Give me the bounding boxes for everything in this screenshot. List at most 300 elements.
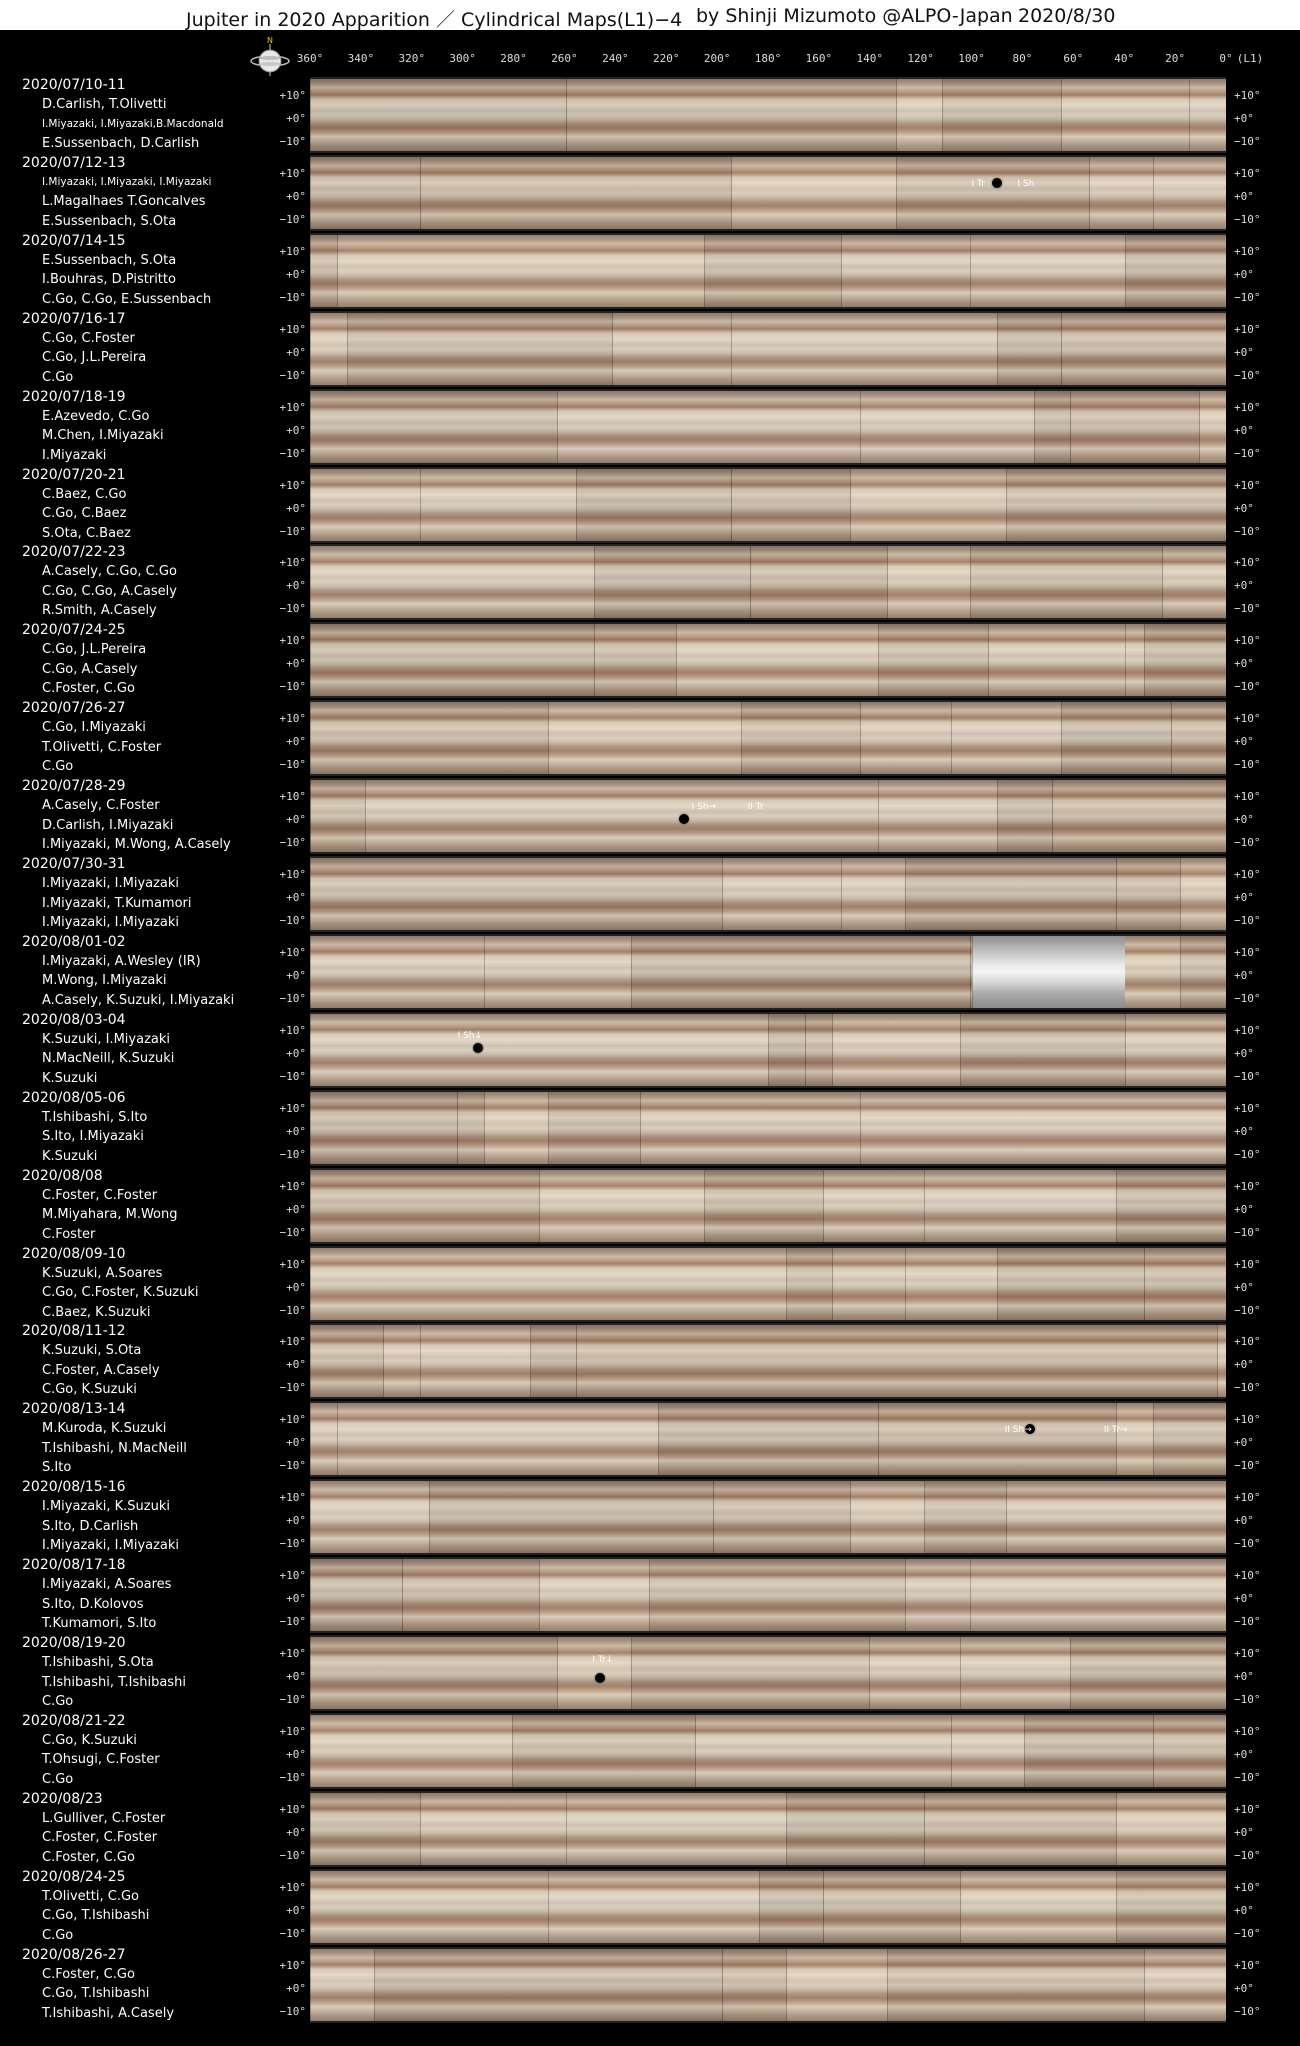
observation-date: 2020/08/15-16: [22, 1479, 126, 1496]
image-segment: [310, 1014, 769, 1086]
observer-names: T.Olivetti, C.Foster: [42, 739, 162, 755]
latitude-label-left: −10°: [279, 1381, 306, 1395]
observer-names: D.Carlish, T.Olivetti: [42, 97, 167, 112]
observer-names: C.Foster, A.Casely: [42, 1362, 160, 1378]
latitude-label-right: +10°: [1234, 634, 1261, 648]
latitude-label-right: +0°: [1234, 267, 1254, 281]
observer-names: I.Miyazaki, M.Wong, A.Casely: [42, 837, 231, 853]
image-segment: [997, 1248, 1145, 1320]
longitude-tick-label: 320°: [398, 52, 426, 65]
image-segment: [310, 1559, 403, 1631]
latitude-label-left: +10°: [279, 868, 306, 881]
map-row: [0, 1711, 1300, 1789]
observer-names: K.Suzuki, I.Miyazaki: [42, 1031, 171, 1047]
latitude-label-left: +10°: [279, 1257, 306, 1271]
observer-names: C.Foster, C.Go: [42, 1966, 135, 1982]
latitude-label-left: −10°: [279, 290, 306, 304]
image-segment: [658, 1403, 879, 1475]
cylindrical-map-strip: [310, 1090, 1226, 1166]
observer-names: I.Miyazaki, I.Miyazaki, I.Miyazaki: [42, 175, 212, 188]
image-segment: [310, 1871, 549, 1943]
latitude-label-left: −10°: [279, 836, 306, 850]
image-segment: [310, 1170, 540, 1242]
image-segment: [310, 1949, 375, 2021]
image-segment: [1153, 1715, 1226, 1787]
cylindrical-map-strip: [310, 155, 1226, 231]
observer-names: K.Suzuki, S.Ota: [42, 1343, 142, 1359]
latitude-label-right: +10°: [1234, 1335, 1261, 1349]
image-segment: [612, 313, 732, 385]
image-segment: [310, 157, 421, 229]
observation-date: 2020/08/23: [22, 1790, 103, 1807]
latitude-label-left: −10°: [279, 1459, 306, 1473]
image-segment: [631, 936, 971, 1008]
latitude-label-right: +10°: [1234, 244, 1261, 258]
latitude-label-right: +0°: [1234, 112, 1254, 125]
image-segment: [832, 1014, 961, 1086]
observer-names: C.Baez, C.Go: [42, 486, 127, 502]
image-segment: [704, 1170, 824, 1242]
latitude-label-right: −10°: [1234, 991, 1261, 1005]
latitude-label-right: +10°: [1234, 556, 1261, 570]
moon-shadow-spot: [473, 1043, 483, 1053]
image-segment: [1006, 1481, 1226, 1553]
image-segment: [997, 780, 1053, 852]
latitude-label-left: +0°: [286, 1436, 306, 1450]
observer-names: N.MacNeill, K.Suzuki: [42, 1051, 175, 1067]
satellite-event-label: I Sh→: [691, 801, 717, 812]
map-row: [0, 231, 1300, 309]
image-segment: [347, 313, 614, 385]
image-segment: [539, 1559, 650, 1631]
image-segment: [310, 780, 366, 852]
latitude-label-left: +0°: [286, 1747, 306, 1761]
observer-names: D.Carlish, I.Miyazaki: [42, 817, 174, 833]
image-segment: [1006, 469, 1226, 541]
latitude-label-left: +10°: [279, 1880, 306, 1894]
latitude-label-right: −10°: [1234, 1147, 1261, 1161]
cylindrical-map-strip: [310, 1479, 1226, 1555]
latitude-label-left: −10°: [279, 1069, 306, 1083]
latitude-label-right: +10°: [1234, 1880, 1261, 1894]
latitude-label-left: +10°: [279, 1335, 306, 1349]
latitude-label-right: −10°: [1234, 1693, 1261, 1706]
image-segment: [823, 1170, 925, 1242]
image-segment: [576, 469, 733, 541]
latitude-label-left: +0°: [286, 1981, 306, 1995]
latitude-label-right: −10°: [1234, 290, 1261, 304]
image-segment: [566, 79, 897, 151]
image-segment: [997, 313, 1062, 385]
observer-names: C.Foster, C.Go: [42, 681, 135, 697]
latitude-label-left: −10°: [279, 914, 306, 927]
compile-date: 2020/8/30: [1018, 5, 1116, 27]
cylindrical-map-strip: [310, 1713, 1226, 1789]
observer-names: C.Go, T.Ishibashi: [42, 1908, 150, 1924]
image-segment: [1217, 1325, 1226, 1397]
observation-date: 2020/07/22-23: [22, 544, 126, 561]
latitude-label-left: −10°: [279, 2004, 306, 2018]
image-segment: [310, 936, 485, 1008]
latitude-label-right: −10°: [1234, 1303, 1261, 1317]
latitude-label-left: +10°: [279, 1101, 306, 1115]
latitude-label-right: +0°: [1234, 813, 1254, 827]
observer-names: S.Ito, I.Miyazaki: [42, 1129, 144, 1145]
map-row: [0, 620, 1300, 698]
latitude-label-right: +10°: [1234, 1101, 1261, 1115]
observer-names: I.Miyazaki, A.Soares: [42, 1577, 172, 1593]
latitude-label-left: −10°: [279, 602, 306, 616]
cylindrical-map-strip: [310, 311, 1226, 387]
observer-names: C.Foster, C.Foster: [42, 1830, 158, 1846]
image-segment: [988, 624, 1126, 696]
observer-names: C.Go, A.Casely: [42, 661, 138, 677]
observer-names: I.Miyazaki, A.Wesley (IR): [42, 953, 201, 969]
latitude-label-left: +0°: [286, 657, 306, 671]
map-row: [0, 1166, 1300, 1244]
image-segment: [878, 1403, 1117, 1475]
image-segment: [530, 1325, 577, 1397]
observer-names: M.Wong, I.Miyazaki: [42, 973, 167, 989]
satellite-event-label: I Sh: [1017, 178, 1035, 189]
latitude-label-right: −10°: [1234, 135, 1261, 148]
observer-names: M.Chen, I.Miyazaki: [42, 428, 164, 444]
observation-date: 2020/07/20-21: [22, 466, 126, 483]
image-segment: [310, 1481, 430, 1553]
observer-names: C.Foster, C.Go: [42, 1849, 135, 1865]
image-segment: [1144, 1949, 1226, 2021]
image-segment: [402, 1559, 540, 1631]
image-segment: [1180, 936, 1226, 1008]
map-row: [0, 542, 1300, 620]
observer-names: I.Bouhras, D.Pistritto: [42, 272, 176, 288]
image-segment: [896, 157, 1089, 229]
observer-names: R.Smith, A.Casely: [42, 603, 157, 619]
latitude-label-left: +10°: [279, 1023, 306, 1037]
map-row: [0, 1789, 1300, 1867]
observer-names: C.Foster, C.Foster: [42, 1187, 158, 1203]
latitude-label-right: −10°: [1234, 1848, 1261, 1862]
image-segment: [594, 546, 751, 618]
latitude-label-right: −10°: [1234, 602, 1261, 616]
image-segment: [1070, 1637, 1226, 1709]
longitude-tick-label: 220°: [652, 52, 680, 65]
cylindrical-map-strip: [310, 856, 1226, 932]
image-segment: [1116, 1170, 1226, 1242]
latitude-label-left: −10°: [279, 212, 306, 226]
image-segment: [1024, 1715, 1153, 1787]
map-row: [0, 309, 1300, 387]
latitude-label-right: +10°: [1234, 1958, 1261, 1972]
cylindrical-map-strip: [310, 1869, 1226, 1945]
latitude-label-left: −10°: [279, 368, 306, 382]
image-segment: [869, 1637, 962, 1709]
latitude-label-left: +0°: [286, 1903, 306, 1917]
image-segment: [1061, 79, 1190, 151]
image-segment: [457, 1092, 485, 1164]
observer-names: T.Kumamori, S.Ito: [42, 1616, 157, 1632]
latitude-label-right: +10°: [1234, 166, 1261, 180]
latitude-label-left: +0°: [286, 1670, 306, 1683]
image-segment: [374, 1949, 723, 2021]
observer-names: I.Miyazaki, K.Suzuki: [42, 1499, 171, 1515]
observer-names: T.Ishibashi, N.MacNeill: [42, 1440, 187, 1456]
observer-names: I.Miyazaki, I.Miyazaki: [42, 876, 180, 891]
image-segment: [695, 1715, 952, 1787]
image-segment: [887, 1949, 1144, 2021]
observer-names: C.Go, C.Foster: [42, 330, 135, 346]
moon-shadow-spot: [992, 178, 1002, 188]
latitude-label-left: −10°: [279, 1926, 306, 1940]
observer-names: C.Go, C.Go, A.Casely: [42, 583, 177, 599]
latitude-label-left: +10°: [279, 1647, 306, 1660]
image-segment: [484, 1092, 549, 1164]
latitude-label-right: +10°: [1234, 868, 1261, 881]
satellite-event-label: I Tr↓: [592, 1655, 614, 1666]
map-row: [0, 153, 1300, 231]
image-segment: [576, 1325, 1218, 1397]
latitude-label-right: +10°: [1234, 1802, 1261, 1816]
cylindrical-map-strip: [310, 544, 1226, 620]
latitude-label-right: +0°: [1234, 579, 1254, 593]
image-segment: [704, 235, 842, 307]
image-segment: [429, 1481, 714, 1553]
observation-date: 2020/08/21-22: [22, 1712, 126, 1729]
latitude-label-right: −10°: [1234, 1615, 1261, 1629]
image-segment: [310, 1325, 384, 1397]
image-segment: [512, 1715, 696, 1787]
latitude-label-right: −10°: [1234, 1459, 1261, 1473]
latitude-label-right: −10°: [1234, 680, 1261, 694]
latitude-label-right: −10°: [1234, 524, 1261, 538]
observation-date: 2020/07/16-17: [22, 310, 126, 327]
observer-names: L.Gulliver, C.Foster: [42, 1810, 166, 1826]
image-segment: [631, 1637, 870, 1709]
latitude-label-left: +0°: [286, 1514, 306, 1528]
observation-date: 2020/08/01-02: [22, 933, 126, 950]
longitude-tick-label: 340°: [347, 52, 375, 65]
latitude-label-left: +0°: [286, 112, 306, 125]
cylindrical-map-strip: [310, 1635, 1226, 1711]
observer-names: C.Go, I.Miyazaki: [42, 720, 146, 736]
latitude-label-right: +10°: [1234, 1257, 1261, 1271]
image-segment: [310, 1637, 558, 1709]
image-segment: [1052, 780, 1226, 852]
observation-date: 2020/08/09-10: [22, 1245, 126, 1262]
latitude-label-right: +0°: [1234, 1903, 1254, 1917]
map-row: [0, 75, 1300, 153]
image-segment: [850, 1481, 924, 1553]
latitude-label-right: +0°: [1234, 891, 1254, 904]
latitude-label-right: −10°: [1234, 1926, 1261, 1940]
longitude-tick-label: 160°: [805, 52, 833, 65]
map-row: [0, 1088, 1300, 1166]
observation-date: 2020/08/17-18: [22, 1557, 126, 1574]
observer-names: C.Go: [42, 759, 74, 775]
latitude-label-left: +10°: [279, 1724, 306, 1738]
observer-names: C.Go: [42, 1694, 74, 1709]
latitude-label-left: +0°: [286, 1358, 306, 1372]
latitude-label-left: +10°: [279, 400, 306, 414]
longitude-tick-label: 20°: [1165, 52, 1186, 65]
observation-date: 2020/08/26-27: [22, 1946, 126, 1963]
latitude-label-left: +0°: [286, 891, 306, 904]
latitude-label-left: +0°: [286, 735, 306, 749]
observer-names: I.Miyazaki, I.Miyazaki: [42, 915, 180, 930]
latitude-label-left: +10°: [279, 790, 306, 804]
latitude-label-right: −10°: [1234, 1225, 1261, 1239]
cylindrical-map-strip: [310, 1557, 1226, 1633]
observer-names: L.Magalhaes T.Goncalves: [42, 194, 206, 210]
observer-names: S.Ito: [42, 1460, 72, 1476]
observer-names: E.Sussenbach, S.Ota: [42, 213, 177, 229]
latitude-label-left: +0°: [286, 1202, 306, 1216]
image-segment: [649, 1559, 906, 1631]
latitude-label-left: +10°: [279, 244, 306, 258]
longitude-tick-label: 300°: [449, 52, 476, 65]
map-row: [0, 1633, 1300, 1711]
latitude-label-left: −10°: [279, 446, 306, 460]
observer-names: S.Ota, C.Baez: [42, 525, 131, 541]
latitude-label-left: +10°: [279, 89, 306, 102]
latitude-label-left: +10°: [279, 712, 306, 726]
latitude-label-left: −10°: [279, 680, 306, 694]
latitude-label-left: +10°: [279, 1569, 306, 1583]
image-segment: [841, 235, 970, 307]
image-segment: [310, 1092, 458, 1164]
latitude-label-right: −10°: [1234, 2004, 1261, 2018]
latitude-label-right: +0°: [1234, 1358, 1254, 1372]
observation-date: 2020/07/30-31: [22, 856, 126, 872]
image-segment: [1116, 1793, 1226, 1865]
image-segment: [860, 702, 953, 774]
observer-names: E.Sussenbach, D.Carlish: [42, 136, 200, 151]
observer-names: T.Olivetti, C.Go: [42, 1888, 139, 1904]
image-segment: [1089, 157, 1154, 229]
image-segment: [310, 1403, 338, 1475]
observer-names: C.Go, C.Baez: [42, 506, 127, 521]
latitude-label-right: −10°: [1234, 758, 1261, 772]
map-row: [0, 854, 1300, 932]
latitude-label-right: +10°: [1234, 478, 1261, 492]
observer-names: A.Casely, K.Suzuki, I.Miyazaki: [42, 992, 235, 1008]
longitude-tick-label: 120°: [907, 52, 934, 65]
map-row: [0, 387, 1300, 465]
latitude-label-right: +0°: [1234, 1670, 1254, 1683]
latitude-label-left: −10°: [279, 1848, 306, 1862]
latitude-label-right: +10°: [1234, 322, 1261, 336]
observer-names: C.Go, T.Ishibashi: [42, 1986, 150, 2002]
image-segment: [878, 624, 989, 696]
image-segment: [722, 1949, 787, 2021]
latitude-label-left: +10°: [279, 166, 306, 180]
latitude-label-left: −10°: [279, 1770, 306, 1784]
observer-names: K.Suzuki: [42, 1070, 98, 1086]
latitude-label-right: +10°: [1234, 1413, 1261, 1427]
latitude-label-right: −10°: [1234, 1069, 1261, 1083]
latitude-label-right: +10°: [1234, 89, 1261, 102]
latitude-label-right: +0°: [1234, 1825, 1254, 1839]
observer-names: A.Casely, C.Go, C.Go: [42, 564, 177, 580]
observer-names: C.Go, C.Foster, K.Suzuki: [42, 1285, 199, 1300]
observer-names: E.Azevedo, C.Go: [42, 408, 150, 424]
latitude-label-right: +0°: [1234, 1202, 1254, 1216]
cylindrical-map-strip: [310, 1246, 1226, 1322]
image-segment: [1144, 1248, 1226, 1320]
map-row: [0, 1399, 1300, 1477]
map-row: [0, 776, 1300, 854]
latitude-label-left: −10°: [279, 1147, 306, 1161]
image-segment: [942, 79, 1062, 151]
latitude-label-left: +10°: [279, 1958, 306, 1972]
longitude-tick-label: 280°: [500, 52, 527, 65]
latitude-label-right: +0°: [1234, 735, 1254, 749]
longitude-tick-label: 200°: [703, 52, 731, 65]
image-segment: [1061, 702, 1172, 774]
image-segment: [310, 624, 595, 696]
image-segment: [970, 546, 1163, 618]
observation-date: 2020/08/19-20: [22, 1635, 126, 1651]
image-segment: [823, 1871, 961, 1943]
image-segment: [924, 1481, 1007, 1553]
cylindrical-map-strip: [310, 1401, 1226, 1477]
map-row: [0, 1321, 1300, 1399]
image-segment: [1199, 391, 1226, 463]
latitude-label-right: +10°: [1234, 790, 1261, 804]
image-segment: [786, 1793, 924, 1865]
observation-date: 2020/07/12-13: [22, 154, 126, 171]
image-segment: [887, 546, 970, 618]
map-row: [0, 1477, 1300, 1555]
latitude-label-left: +0°: [286, 1124, 306, 1138]
image-segment: [786, 1248, 833, 1320]
image-segment: [310, 702, 549, 774]
latitude-label-right: +0°: [1234, 968, 1254, 982]
image-segment: [548, 1871, 760, 1943]
image-segment: [741, 702, 861, 774]
image-segment: [768, 1014, 806, 1086]
image-segment: [548, 1092, 641, 1164]
observer-names: T.Ishibashi, T.Ishibashi: [42, 1674, 186, 1690]
image-segment: [310, 1793, 421, 1865]
longitude-axis: [0, 52, 1300, 68]
cylindrical-map-strip: [310, 233, 1226, 309]
cylindrical-map-strip: [310, 700, 1226, 776]
cylindrical-map-strip: [310, 1168, 1226, 1244]
observer-names: M.Kuroda, K.Suzuki: [42, 1421, 167, 1437]
infrared-segment: [972, 936, 1126, 1008]
latitude-label-left: +0°: [286, 1825, 306, 1839]
image-segment: [860, 1092, 1226, 1164]
satellite-event-label: I Sh↓: [457, 1030, 483, 1041]
latitude-label-right: +0°: [1234, 1747, 1254, 1761]
image-segment: [365, 780, 879, 852]
latitude-label-left: +10°: [279, 1413, 306, 1427]
latitude-label-left: −10°: [279, 1225, 306, 1239]
map-row: [0, 698, 1300, 776]
cylindrical-map-strip: [310, 1947, 1226, 2023]
image-segment: [1125, 1014, 1226, 1086]
cylindrical-map-strip: [310, 1791, 1226, 1867]
longitude-tick-label: 100°: [958, 52, 985, 65]
longitude-system-label: (L1): [1236, 52, 1264, 65]
map-row: [0, 1945, 1300, 2023]
map-row: [0, 1244, 1300, 1322]
latitude-label-right: +0°: [1234, 423, 1254, 437]
observer-names: E.Sussenbach, S.Ota: [42, 252, 177, 268]
latitude-label-right: −10°: [1234, 1537, 1261, 1551]
observer-names: S.Ito, D.Kolovos: [42, 1596, 144, 1612]
